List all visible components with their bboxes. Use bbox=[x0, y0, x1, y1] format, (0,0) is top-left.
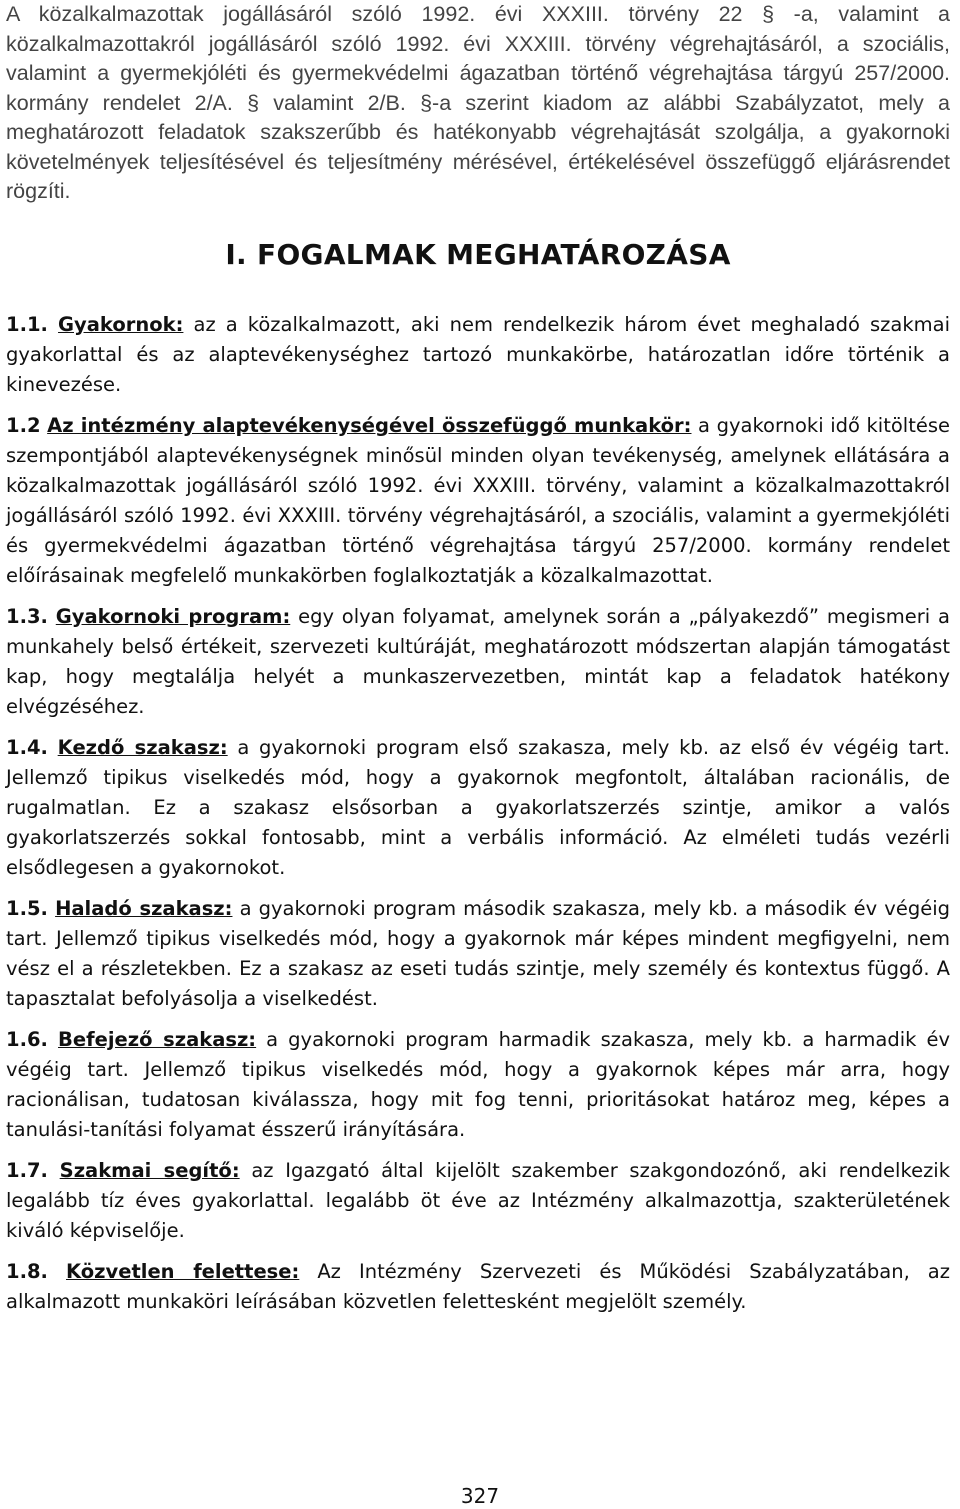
definition-text: egy olyan folyamat, amelynek során a „pályakezdő” megismeri a munkahely belső értékeit, szervezeti kultúráját, meghatározott módszertan alapján támogatást kap, hogy megtalálja helyét a munkaszervezetben, mintát kap a feladatok hatékony elvégzéséhez. bbox=[6, 605, 950, 718]
definition-term: Kezdő szakasz: bbox=[57, 736, 228, 759]
definition-number: 1.7. bbox=[6, 1159, 48, 1182]
definition-number: 1.8. bbox=[6, 1260, 48, 1283]
definition-term: Közvetlen felettese: bbox=[66, 1260, 300, 1283]
definition-item bbox=[6, 1257, 950, 1317]
definition-text: a gyakornoki program első szakasza, mely kb. az első év végéig tart. Jellemző tipikus viselkedés mód, hogy a gyakornok megfontolt, általában racionális, de rugalmatlan. Ez a szakasz elsősorban a gyakorlatszerzés szintje, amikor a valós gyakorlatszerzés sokkal fontosabb, mint a verbális információ. Az elméleti tudás vezérli elsődlegesen a gyakornokot. bbox=[6, 736, 950, 879]
document-page bbox=[6, 0, 951, 1313]
definition-item bbox=[6, 411, 950, 591]
definition-item bbox=[6, 1156, 950, 1246]
definition-item bbox=[6, 602, 950, 722]
definition-item bbox=[6, 894, 950, 1014]
definitions-list bbox=[6, 310, 950, 1328]
definition-number: 1.5. bbox=[6, 897, 48, 920]
definition-number: 1.2 bbox=[6, 414, 41, 437]
intro-paragraph: A közalkalmazottak jogállásáról szóló 1992. évi XXXIII. törvény 22 § -a, valamint a közalkalmazottakról jogállásáról szóló 1992. évi XXXIII. törvény végrehajtásáról, a szociális, valamint a gyermekjóléti és gyermekvédelmi ágazatban történő végrehajtása tárgyú 257/2000. kormány rendelet 2/A. § valamint 2/B. §-a szerint kiadom az alábbi Szabályzatot, mely a meghatározott feladatok szakszerűbb és hatékonyabb végrehajtását szolgálja, a gyakornoki követelmények teljesítésével és teljesítmény mérésével, értékelésével összefüggő eljárásrendet rögzíti. bbox=[6, 2, 950, 203]
definition-item bbox=[6, 1025, 950, 1145]
definition-term: Befejező szakasz: bbox=[58, 1028, 257, 1051]
section-heading: I. FOGALMAK MEGHATÁROZÁSA bbox=[225, 238, 731, 271]
page-number: 327 bbox=[460, 1484, 500, 1508]
definition-text: a gyakornoki program második szakasza, mely kb. a második év végéig tart. Jellemző tipikus viselkedés mód, hogy a gyakornok már képes mindent megfigyelni, nem vész el a részletekben. Ez a szakasz az eseti tudás szintje, mely személy és kontextus függő. A tapasztalat befolyásolja a viselkedést. bbox=[6, 897, 951, 1010]
definition-term: Gyakornok: bbox=[58, 313, 184, 336]
definition-text: az a közalkalmazott, aki nem rendelkezik három évet meghaladó szakmai gyakorlattal és az alaptevékenységhez tartozó munkakörbe, határozatlan időre történik a kinevezése. bbox=[6, 313, 950, 396]
definition-term: Gyakornoki program: bbox=[55, 605, 291, 628]
definition-text: a gyakornoki program harmadik szakasza, mely kb. a harmadik év végéig tart. Jellemző tipikus viselkedés mód, hogy a gyakornok képes már arra, hogy racionálisan, tudatosan kiválassza, hogy mit fog tenni, prioritásokat határoz meg, képes a tanulási-tanítási folyamat ésszerű irányítására. bbox=[6, 1028, 950, 1141]
definition-number: 1.1. bbox=[6, 313, 48, 336]
definition-number: 1.4. bbox=[6, 736, 48, 759]
definition-number: 1.6. bbox=[6, 1028, 48, 1051]
definition-number: 1.3. bbox=[6, 605, 48, 628]
definition-item bbox=[6, 310, 950, 400]
definition-text: a gyakornoki idő kitöltése szempontjából alaptevékenységnek minősül minden olyan tevékenység, amelynek ellátására a közalkalmazottak jogállásáról szóló 1992. évi XXXIII. törvény, valamint a közalkalmazottakról jogállásáról szóló 1992. évi XXXIII. törvény végrehajtásáról, a szociális, valamint a gyermekjóléti és gyermekvédelmi ágazatban történő végrehajtása tárgyú 257/2000. kormány rendelet előírásainak megfelelő munkakörben foglalkoztatják a közalkalmazottat. bbox=[6, 414, 951, 587]
definition-term: Az intézmény alaptevékenységével összefüggő munkakör: bbox=[47, 414, 692, 437]
definition-term: Haladó szakasz: bbox=[55, 897, 233, 920]
definition-item bbox=[6, 733, 950, 883]
definition-text: Az Intézmény Szervezeti és Működési Szabályzatában, az alkalmazott munkaköri leírásában közvetlen felettesként megjelölt személy. bbox=[6, 1260, 950, 1313]
definition-term: Szakmai segítő: bbox=[59, 1159, 240, 1182]
definition-text: az Igazgató által kijelölt szakember szakgondozónő, aki rendelkezik legalább tíz éves gyakorlattal. legalább öt éve az Intézmény alkalmazottja, szakterületének kiváló képviselője. bbox=[6, 1159, 951, 1242]
